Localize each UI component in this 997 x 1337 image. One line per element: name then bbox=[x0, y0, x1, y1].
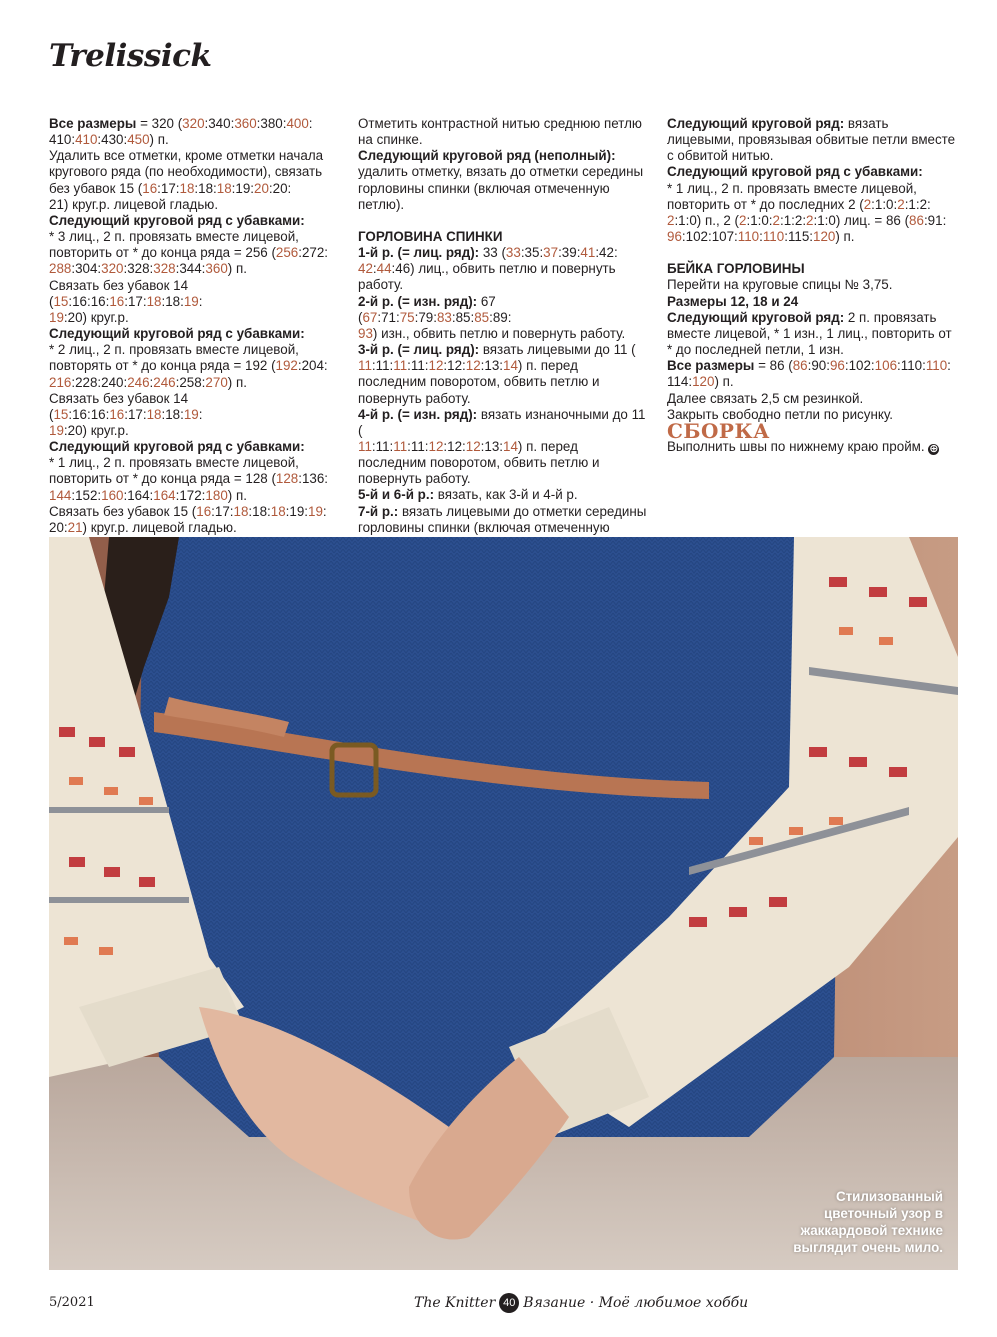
mark-center-paragraph: Отметить контрастной нитью среднюю петлю на спинке. bbox=[358, 116, 642, 148]
page-number: 40 bbox=[499, 1293, 519, 1313]
round-heading: Следующий круговой ряд с убавками: bbox=[49, 212, 305, 228]
sweater-illustration bbox=[49, 537, 958, 1270]
round-heading: Следующий круговой ряд с убавками: bbox=[49, 326, 305, 342]
no-decrease-paragraph: Связать без убавок 14 (15:16:16:16:17:18:18:19: 19:20) круг.р. bbox=[49, 277, 203, 325]
magazine-name: The Knitter bbox=[414, 1295, 496, 1311]
all-sizes-paragraph: Все размеры = 320 (320:340:360:380:400: 410:410:430:450) п. bbox=[49, 116, 313, 148]
column-1 bbox=[49, 116, 339, 536]
issue-number: 5/2021 bbox=[49, 1295, 95, 1310]
end-mark-icon: ⊕ bbox=[929, 442, 939, 455]
next-round-paragraph: Следующий круговой ряд: 2 п. провязать вместе лицевой, * 1 изн., 1 лиц., повторить от * до последней петли, 1 изн. bbox=[667, 309, 952, 358]
assembly-paragraph: Выполнить швы по нижнему краю пройм. ⊕ bbox=[667, 438, 939, 455]
decrease-paragraph: * 3 лиц., 2 п. провязать вместе лицевой, повторить от * до конца ряда = 256 (256:272: 288:304:320:328:328:344:360) п. bbox=[49, 229, 329, 277]
round-heading: Следующий круговой ряд с убавками: bbox=[667, 164, 923, 180]
column-2 bbox=[358, 116, 648, 552]
sizes-heading: Размеры 12, 18 и 24 bbox=[667, 293, 799, 309]
page-title: Trelissick bbox=[49, 38, 212, 74]
row-7: 7-й р.: вязать лицевыми до отметки середины горловины спинки (включая отмеченную bbox=[358, 503, 647, 535]
no-decrease-paragraph: Связать без убавок 15 (16:17:18:18:18:19:19: 20:21) круг.р. лицевой гладью. bbox=[49, 503, 327, 535]
row-5-6: 5-й и 6-й р.: вязать, как 3-й и 4-й р. bbox=[358, 487, 578, 503]
remove-markers-paragraph: Удалить все отметки, кроме отметки начала кругового ряда (по необходимости), связать без убавок 15 (16:17:18:18:18:19:20:20: 21) круг.р. лицевой гладью. bbox=[49, 148, 324, 212]
partial-round-paragraph: удалить отметку, вязать до отметки середины горловины спинки (включая отмеченную петлю). bbox=[358, 164, 644, 212]
decrease-paragraph: * 1 лиц., 2 п. провязать вместе лицевой, повторить от * до конца ряда = 128 (128:136: 144:152:160:164:164:172:180) п. bbox=[49, 455, 329, 503]
needles-paragraph: Перейти на круговые спицы № 3,75. bbox=[667, 277, 893, 293]
section-heading-neckband: БЕЙКА ГОРЛОВИНЫ bbox=[667, 261, 805, 277]
sweater-photo bbox=[49, 537, 958, 1270]
bind-off-paragraph: Закрыть свободно петли по рисунку. bbox=[667, 406, 893, 422]
row-1: 1-й р. (= лиц. ряд): 33 (33:35:37:39:41:42: 42:44:46) лиц., обвить петлю и повернуть работу. bbox=[358, 245, 618, 293]
all-sizes-paragraph: Все размеры = 86 (86:90:96:102:106:110:110: 114:120) п. bbox=[667, 358, 951, 390]
tagline: Вязание · Моё любимое хобби bbox=[523, 1295, 749, 1311]
row-3: 3-й р. (= лиц. ряд): вязать лицевыми до 11 ( 11:11:11:11:12:12:12:13:14) п. перед последним поворотом, обвить петлю и повернуть работу. bbox=[358, 342, 636, 406]
decrease-paragraph: * 1 лиц., 2 п. провязать вместе лицевой, повторить от * до последних 2 (2:1:0:2:1:2: 2:1:0) п., 2 (2:1:0:2:1:2:2:1:0) лиц. = 86 (86:91: 96:102:107:110:110:115:120) п. bbox=[667, 180, 947, 245]
photo-caption: Стилизованный цветочный узор в жаккардовой технике выглядит очень мило. bbox=[793, 1189, 943, 1255]
decrease-paragraph: * 2 лиц., 2 п. провязать вместе лицевой, повторять от * до конца ряда = 192 (192:204: 216:228:240:246:246:258:270) п. bbox=[49, 342, 328, 390]
column-3 bbox=[667, 116, 957, 455]
ribbing-paragraph: Далее связать 2,5 см резинкой. bbox=[667, 390, 864, 406]
next-round-paragraph: Следующий круговой ряд: вязать лицевыми, провязывая обвитые петли вместе с обвитой нитью. bbox=[667, 116, 956, 164]
label: Все размеры bbox=[49, 116, 137, 131]
section-heading-back-neck: ГОРЛОВИНА СПИНКИ bbox=[358, 228, 503, 244]
assembly-heading: СБОРКА bbox=[667, 418, 770, 443]
row-2: 2-й р. (= изн. ряд): 67 (67:71:75:79:83:85:85:89: 93) изн., обвить петлю и повернуть работу. bbox=[358, 293, 626, 341]
footer-branding bbox=[414, 1293, 748, 1313]
round-heading: Следующий круговой ряд с убавками: bbox=[49, 439, 305, 455]
no-decrease-paragraph: Связать без убавок 14 (15:16:16:16:17:18:18:19: 19:20) круг.р. bbox=[49, 390, 203, 438]
round-heading: Следующий круговой ряд (неполный): bbox=[358, 148, 616, 164]
row-4: 4-й р. (= изн. ряд): вязать изнаночными до 11 ( 11:11:11:11:12:12:12:13:14) п. перед последним поворотом, обвить петлю и повернуть работу. bbox=[358, 406, 646, 487]
